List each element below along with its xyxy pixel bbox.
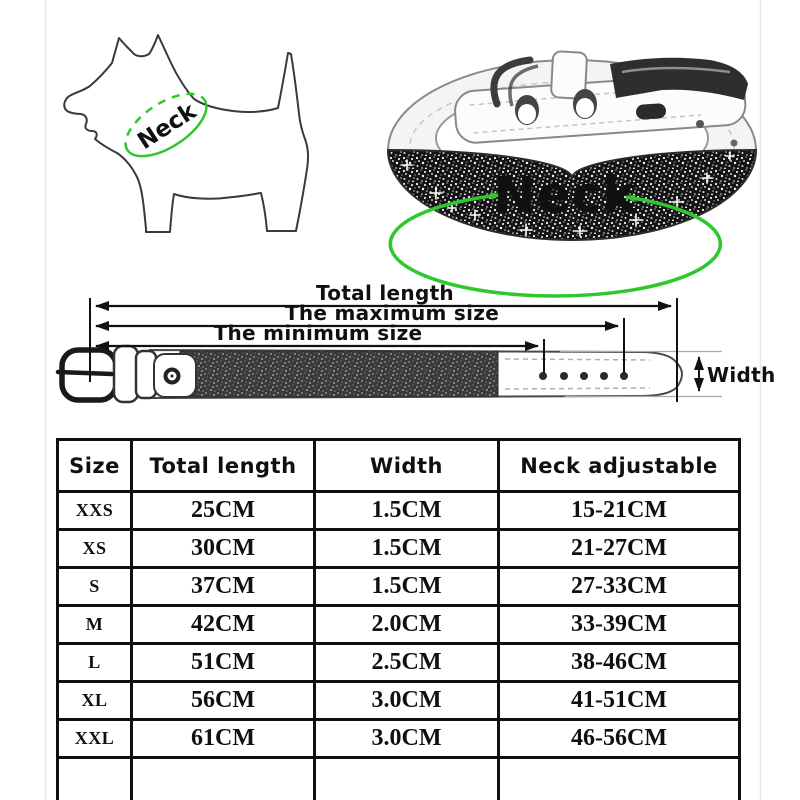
size-table-row <box>58 492 740 530</box>
value-cell: 33-39CM <box>499 606 740 644</box>
value-cell: 3.0CM <box>315 720 499 758</box>
buckle-prong-icon <box>58 372 112 374</box>
value-cell: 61CM <box>132 720 315 758</box>
size-table-header-cell: Size <box>58 440 132 492</box>
size-table <box>56 438 741 800</box>
value-cell: 1.5CM <box>315 530 499 568</box>
size-table-row <box>58 682 740 720</box>
value-cell: 21-27CM <box>499 530 740 568</box>
value-cell: 25CM <box>132 492 315 530</box>
value-cell: 56CM <box>132 682 315 720</box>
empty-cell <box>58 758 132 800</box>
size-table-header <box>58 440 740 492</box>
flat-collar-diagram <box>58 281 776 402</box>
size-cell: L <box>58 644 132 682</box>
maximum-size-label: The maximum size <box>284 301 500 325</box>
value-cell: 3.0CM <box>315 682 499 720</box>
size-table-body <box>58 492 740 800</box>
value-cell: 46-56CM <box>499 720 740 758</box>
value-cell: 42CM <box>132 606 315 644</box>
empty-cell <box>315 758 499 800</box>
size-table-row <box>58 568 740 606</box>
value-cell: 38-46CM <box>499 644 740 682</box>
value-cell: 37CM <box>132 568 315 606</box>
value-cell: 2.5CM <box>315 644 499 682</box>
size-table-header-cell: Width <box>315 440 499 492</box>
collar-photo <box>388 51 756 296</box>
value-cell: 2.0CM <box>315 606 499 644</box>
size-table-header-cell: Total length <box>132 440 315 492</box>
size-cell: M <box>58 606 132 644</box>
value-cell: 30CM <box>132 530 315 568</box>
size-table-empty-row <box>58 758 740 800</box>
size-table-header-cell: Neck adjustable <box>499 440 740 492</box>
size-table-row <box>58 606 740 644</box>
value-cell: 1.5CM <box>315 568 499 606</box>
dog-neck-label: Neck <box>133 98 201 155</box>
empty-cell <box>499 758 740 800</box>
value-cell: 15-21CM <box>499 492 740 530</box>
empty-cell <box>132 758 315 800</box>
size-cell: XXS <box>58 492 132 530</box>
value-cell: 27-33CM <box>499 568 740 606</box>
value-cell: 51CM <box>132 644 315 682</box>
value-cell: 1.5CM <box>315 492 499 530</box>
size-cell: XXL <box>58 720 132 758</box>
total-length-label: Total length <box>316 281 454 305</box>
size-table-row <box>58 644 740 682</box>
minimum-size-label: The minimum size <box>213 321 423 345</box>
size-cell: S <box>58 568 132 606</box>
size-cell: XS <box>58 530 132 568</box>
collar-neck-label: Neck <box>493 166 637 224</box>
size-table-row <box>58 720 740 758</box>
flat-collar-buckle <box>58 346 196 402</box>
flat-collar-rhinestone-section <box>180 351 498 397</box>
size-table-row <box>58 530 740 568</box>
value-cell: 41-51CM <box>499 682 740 720</box>
size-cell: XL <box>58 682 132 720</box>
width-label: Width <box>707 363 776 387</box>
dog-outline-icon <box>64 35 308 232</box>
dog-figure <box>64 35 308 232</box>
